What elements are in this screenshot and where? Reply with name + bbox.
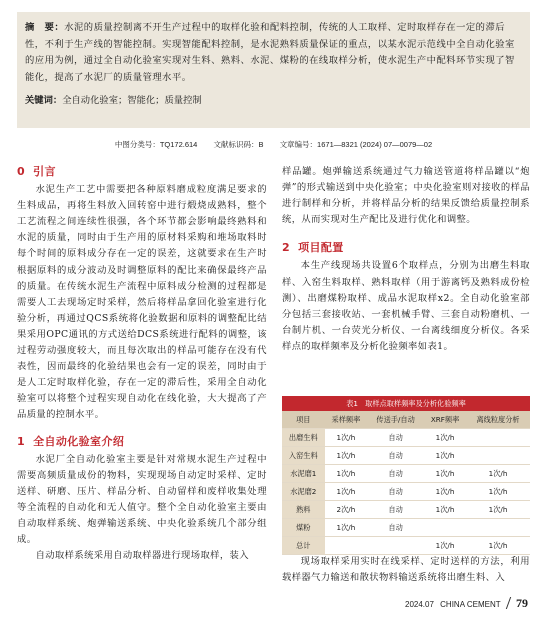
table-cell (466, 429, 530, 447)
table-cell (424, 519, 466, 537)
table-header-cell: XRF频率 (424, 411, 466, 429)
table-cell: 1次/h (466, 537, 530, 555)
table-row-label: 总计 (282, 537, 325, 555)
page-number: 79 (515, 596, 528, 610)
table-cell (466, 519, 530, 537)
table-row-label: 熟料 (282, 501, 325, 519)
table-cell (367, 537, 424, 555)
table-row-label: 煤粉 (282, 519, 325, 537)
table-row-label: 水泥磨1 (282, 465, 325, 483)
table-cell: 1次/h (424, 429, 466, 447)
table-cell: 1次/h (424, 501, 466, 519)
left-column (17, 164, 267, 564)
table-row-label: 水泥磨2 (282, 483, 325, 501)
footer-issue: 2024.07 (405, 600, 434, 609)
table-row (282, 519, 530, 537)
section-2-paragraph-2: 现场取样采用实时在线采样、定时送样的方法，利用载样器气力输送和散状物料输送系统将出磨生料、入 (282, 556, 530, 584)
section-2-number: 2 (282, 241, 291, 255)
article-number: 文章编号：1671—8321 (2024) 07—0079—02 (279, 140, 433, 149)
table-1-caption: 表1 取样点取样频率及分析化验频率 (282, 396, 530, 411)
table-cell: 自动 (367, 519, 424, 537)
clc-number: 中图分类号：TQ172.614 (114, 140, 198, 149)
keywords-line (25, 94, 522, 108)
table-header-row (282, 411, 530, 429)
table-cell: 自动 (367, 447, 424, 465)
table-cell: 1次/h (424, 447, 466, 465)
table-cell: 1次/h (466, 483, 530, 501)
table-cell (325, 537, 368, 555)
table-cell: 1次/h (466, 501, 530, 519)
abstract-text (25, 20, 522, 86)
table-cell: 自动 (367, 465, 424, 483)
table-row-label: 入窑生料 (282, 447, 325, 465)
section-0-heading (17, 164, 267, 180)
section-2-title: 项目配置 (298, 241, 344, 255)
section-0-paragraph: 水泥生产工艺中需要把各种原料磨成粒度满足要求的生料成品，再将生料放入回转窑中进行煅烧成熟料，整个工艺流程之间连续性很强，各个环节都会影响最终熟料和水泥的质量，同时由于生产用的原材料采购和堆场取料时每个时间的原料成分存在一定的误差，这就要求在生产时根据原料的成分波动及时调整原料的配比来确保最终产品的质量。在传统水泥生产流程中原料成分检测的过程都是需要人工去现场定时采样，然后将样品拿回化验室进行化验分析，再通过QCS系统将化验数据和原料的调整配比结果采用OPC通讯的方式送给DCS系统进行配料的调整，该过程劳动强度较大，而且每次取出的样品可能存在没有代表性，因而最终的化验结果也会有一定的误差，同时由于是人工定时取样化验，存在一定的滞后性，采用全自动化验室可以将整个过程实现自动化在线化验，大大提高了产品质量的控制水平。 (17, 184, 267, 421)
table-cell: 自动 (367, 429, 424, 447)
table-cell (466, 447, 530, 465)
table-header-cell: 采样频率 (325, 411, 368, 429)
table-cell: 自动 (367, 501, 424, 519)
abstract-label: 摘 要： (25, 22, 65, 33)
table-row (282, 501, 530, 519)
section-1-number: 1 (17, 434, 26, 448)
table-cell: 1次/h (325, 429, 368, 447)
section-1-heading (17, 434, 267, 450)
table-cell: 1次/h (325, 483, 368, 501)
table-row (282, 465, 530, 483)
table-cell: 1次/h (325, 519, 368, 537)
table-header-cell: 项目 (282, 411, 325, 429)
table-cell: 1次/h (424, 537, 466, 555)
keywords-text: 全自动化验室；智能化；质量控制 (62, 95, 202, 106)
table-cell: 2次/h (325, 501, 368, 519)
abstract-body: 水泥的质量控制离不开生产过程中的取样化验和配料控制，传统的人工取样、定时取样存在一定的滞后性，不利于生产线的智能控制。实现智能配料控制，是水泥熟料质量保证的重点，以某水泥示范线中全自动化验室的应用为例，通过全自动化验室实现对生料、熟料、水泥、煤粉的在线取样分析，使水泥生产中配料环节实现了智能化，提高了水泥厂的质量管理水平。 (25, 22, 515, 83)
footer-journal: CHINA CEMENT (440, 600, 501, 609)
table-row (282, 483, 530, 501)
continued-paragraph: 样品罐。炮弹输送系统通过气力输送管道将样品罐以“炮弹”的形式输送到中央化验室；中央化验室则对接收的样品进行制样和分析，并将样品分析的结果反馈给质量控制系统，从而实现对生产配比及进行优化和调整。 (282, 166, 530, 226)
doc-code: 文献标识码：B (213, 140, 264, 149)
section-1-paragraph-2: 自动取样系统采用自动取样器进行现场取样，装入 (35, 550, 249, 562)
table-header-cell: 离线粒度分析 (466, 411, 530, 429)
right-column (282, 164, 530, 355)
table-row-label: 出磨生料 (282, 429, 325, 447)
table-header-cell: 传送手/自动 (367, 411, 424, 429)
section-0-number: 0 (17, 165, 26, 178)
table-row (282, 537, 530, 555)
section-2-paragraph-1: 本生产线现场共设置6个取样点，分别为出磨生料取样、入窑生料取样、熟料取样（用于游离钙及熟料成份检测）、出磨煤粉取样、成品水泥取样x2。全自动化验室部分包括三套接收站、一套机械手臂、三套自动粉磨机、一台制片机、一台荧光分析仪、一台离线细度分析仪。各采样点的取样频率及分析化验频率如表1。 (282, 260, 530, 352)
table-cell: 1次/h (424, 483, 466, 501)
table-1 (282, 396, 530, 555)
table-cell: 1次/h (325, 447, 368, 465)
table-1-grid (282, 411, 530, 555)
keywords-label: 关键词： (25, 95, 63, 106)
table-cell: 1次/h (466, 465, 530, 483)
page-footer (405, 596, 535, 614)
table-row (282, 447, 530, 465)
section-0-title: 引言 (33, 165, 56, 178)
table-cell: 自动 (367, 483, 424, 501)
section-1-title: 全自动化验室介绍 (33, 434, 125, 448)
footer-divider (506, 597, 511, 609)
section-1-paragraph-1: 水泥厂全自动化验室主要是针对常规水泥生产过程中需要高频质量成份的物料，实现现场自动定时采样、定时送样、研磨、压片、样品分析、自动留样和废样收集处理等全流程的自动化和无人值守。整个全自动化验室主要由自动取样系统、炮弹输送系统、中央化验系统几个部分组成。 (17, 453, 267, 546)
right-column-bottom (282, 554, 530, 586)
table-cell: 1次/h (325, 465, 368, 483)
table-cell: 1次/h (424, 465, 466, 483)
article-meta (0, 139, 547, 150)
section-2-heading (282, 240, 530, 256)
table-row (282, 429, 530, 447)
